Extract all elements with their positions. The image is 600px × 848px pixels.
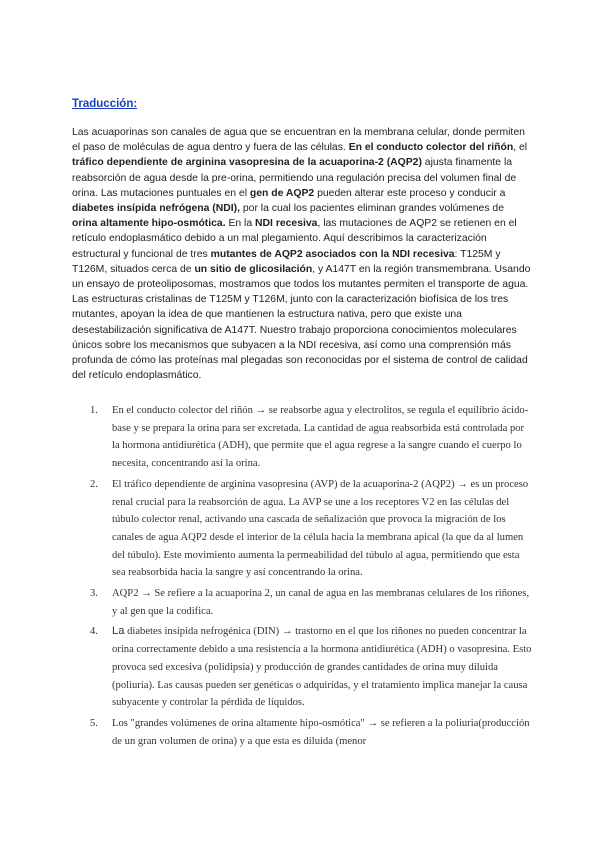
bold-term: tráfico dependiente de arginina vasopresina de la acuaporina-2 (AQP2) xyxy=(72,157,422,169)
paragraph-text: , las mutaciones de AQP2 se retienen en el retículo endoplasmático debido a un mal plegamiento. Aquí describimos la caracterización estructural y funcional de tres xyxy=(72,218,517,260)
list-item-prefix: La xyxy=(112,625,125,638)
paragraph-text: Las acuaporinas son canales de agua que se encuentran en la membrana celular, donde permiten el paso de moléculas de agua dentro y fuera de las células. xyxy=(72,127,525,154)
list-item-number: 4. xyxy=(90,626,98,638)
list-item xyxy=(90,715,532,750)
translation-heading: Traducción: xyxy=(72,98,138,110)
bold-term: un sitio de glicosilación xyxy=(194,263,313,275)
list-item-text: Los "grandes volúmenes de orina altamente hipo-osmótica" → se refieren a la poliuria(producción de un gran volumen de orina) y a que esta es diluida (menor xyxy=(112,717,530,747)
list-item-text: diabetes insípida nefrogénica (DIN) → trastorno en el que los riñones no pueden concentrar la orina correctamente debido a una resistencia a la hormona antidiurética (ADH) o vasopresina. Esto provoca sed excesiva (polidipsia) y producción de grandes cantidades de orina muy diluida (poliuria). Las causas pueden ser genéticas o adquiridas, y el tratamiento implica manejar la causa subyacente y controlar la pérdida de líquidos. xyxy=(112,626,532,709)
list-item-text: En el conducto colector del riñón → se reabsorbe agua y electrolitos, se regula el equilibrio ácido-base y se prepara la orina para ser excretada. La cantidad de agua reabsorbida está controlada por la hormona antidiurética (ADH), que permite que el agua regrese a la sangre cuando el cuerpo lo necesita, concentrando así la orina. xyxy=(112,405,529,470)
bold-term: mutantes de AQP2 asociados con la NDI recesiva xyxy=(210,248,455,260)
paragraph-text: ajusta finamente la reabsorción de agua desde la pre-orina, permitiendo una regulación precisa del volumen final de orina. Las mutaciones puntuales en el xyxy=(72,157,517,199)
paragraph-text: : T125M y T126M, situados cerca de xyxy=(72,248,501,275)
list-item xyxy=(90,585,532,620)
list-item xyxy=(90,623,532,712)
bold-term: orina altamente hipo-osmótica. xyxy=(72,218,226,230)
list-item-number: 1. xyxy=(90,405,98,416)
list-item-number: 3. xyxy=(90,588,98,600)
list-item xyxy=(90,476,532,582)
list-item xyxy=(90,402,532,473)
list-item-number: 5. xyxy=(90,717,98,729)
paragraph-text: , y A147T en la región transmembrana. Usando un ensayo de proteoliposomas, mostramos que todos los mutantes permiten el transporte de agua. Las estructuras cristalinas de T125M y T126M, junto con la caracterización biofísica de los tres mutantes, apoyan la idea de que mantienen la estructura nativa, pero que existe una desestabilización significativa de A147T. Nuestro trabajo proporciona conocimientos moleculares únicos sobre los mecanismos que subyacen a la NDI recesiva, así como una comprensión más profunda de cómo las proteínas mal plegadas son reconocidas por el sistema de control de calidad del retículo endoplasmático. xyxy=(72,263,531,382)
paragraph-text: pueden alterar este proceso y conducir a xyxy=(314,187,506,199)
list-item-number: 2. xyxy=(90,478,98,490)
bold-term: NDI recesiva xyxy=(255,218,318,230)
bold-term: En el conducto colector del riñón xyxy=(348,142,514,154)
paragraph-text: En la xyxy=(225,218,256,230)
list-item-text: El tráfico dependiente de arginina vasopresina (AVP) de la acuaporina-2 (AQP2) → es un proceso renal crucial para la reabsorción de agua. La AVP se une a los receptores V2 en las células del túbulo colector renal, activando una cascada de señalización que provoca la migración de los canales de agua AQP2 desde el interior de la célula hacia la membrana apical (la que da al lumen del túbulo). Este movimiento aumenta la permeabilidad del túbulo al agua, permitiendo que esta sea reabsorbida hacia la sangre y así concentrando la orina. xyxy=(112,478,529,579)
numbered-list xyxy=(90,402,532,753)
intro-paragraph xyxy=(72,125,532,383)
bold-term: gen de AQP2 xyxy=(249,187,315,199)
paragraph-text: , el xyxy=(513,142,528,154)
bold-term: diabetes insípida nefrógena (NDI), xyxy=(72,203,241,215)
list-item-text: AQP2 → Se refiere a la acuaporina 2, un canal de agua en las membranas celulares de los riñones, y al gen que la codifica. xyxy=(112,588,530,617)
paragraph-text: por la cual los pacientes eliminan grandes volúmenes de xyxy=(240,203,504,215)
